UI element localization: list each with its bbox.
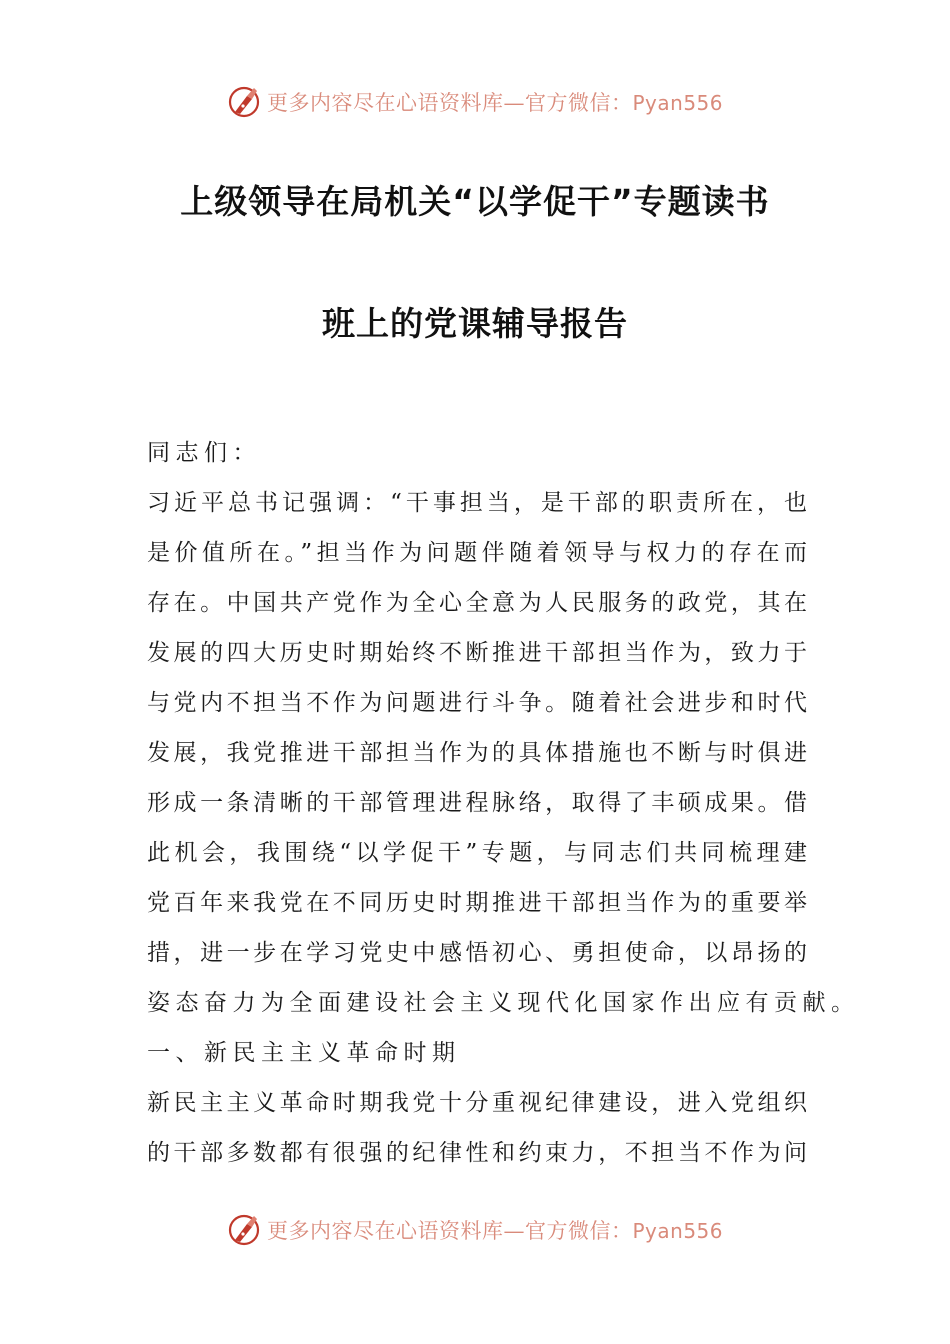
body-line: 的干部多数都有很强的纪律性和约束力，不担当不作为问 — [147, 1140, 807, 1166]
pen-nib-logo-icon — [227, 1212, 263, 1248]
document-body — [147, 428, 860, 1178]
body-line: 存在。中国共产党作为全心全意为人民服务的政党，其在 — [147, 590, 807, 616]
pen-nib-logo-icon — [227, 84, 263, 120]
body-line: 新民主主义革命时期我党十分重视纪律建设，进入党组织 — [147, 1090, 807, 1116]
section-heading: 一、新民主主义革命时期 — [147, 1040, 461, 1066]
watermark-text: 更多内容尽在心语资料库—官方微信：Pyan556 — [266, 1219, 723, 1243]
body-line: 是价值所在。”担当作为问题伴随着领导与权力的存在而 — [147, 540, 807, 566]
body-line: 形成一条清晰的干部管理进程脉络，取得了丰硕成果。借 — [147, 790, 807, 816]
footer-watermark — [0, 1210, 950, 1250]
body-line: 姿态奋力为全面建设社会主义现代化国家作出应有贡献。 — [147, 990, 860, 1016]
body-line: 发展的四大历史时期始终不断推进干部担当作为，致力于 — [147, 640, 807, 666]
document-title-line-1: 上级领导在局机关“以学促干”专题读书 — [180, 182, 770, 221]
body-line: 与党内不担当不作为问题进行斗争。随着社会进步和时代 — [147, 690, 807, 716]
document-title-line-2: 班上的党课辅导报告 — [322, 304, 628, 343]
body-line: 此机会，我围绕“以学促干”专题，与同志们共同梳理建 — [147, 840, 807, 866]
body-line: 习近平总书记强调：“干事担当，是干部的职责所在，也 — [147, 490, 807, 516]
body-line: 发展，我党推进干部担当作为的具体措施也不断与时俱进 — [147, 740, 807, 766]
body-line: 党百年来我党在不同历史时期推进干部担当作为的重要举 — [147, 890, 807, 916]
body-line: 措，进一步在学习党史中感悟初心、勇担使命，以昂扬的 — [147, 940, 807, 966]
salutation: 同志们： — [147, 440, 261, 466]
header-watermark — [0, 82, 950, 122]
watermark-text: 更多内容尽在心语资料库—官方微信：Pyan556 — [266, 91, 723, 115]
